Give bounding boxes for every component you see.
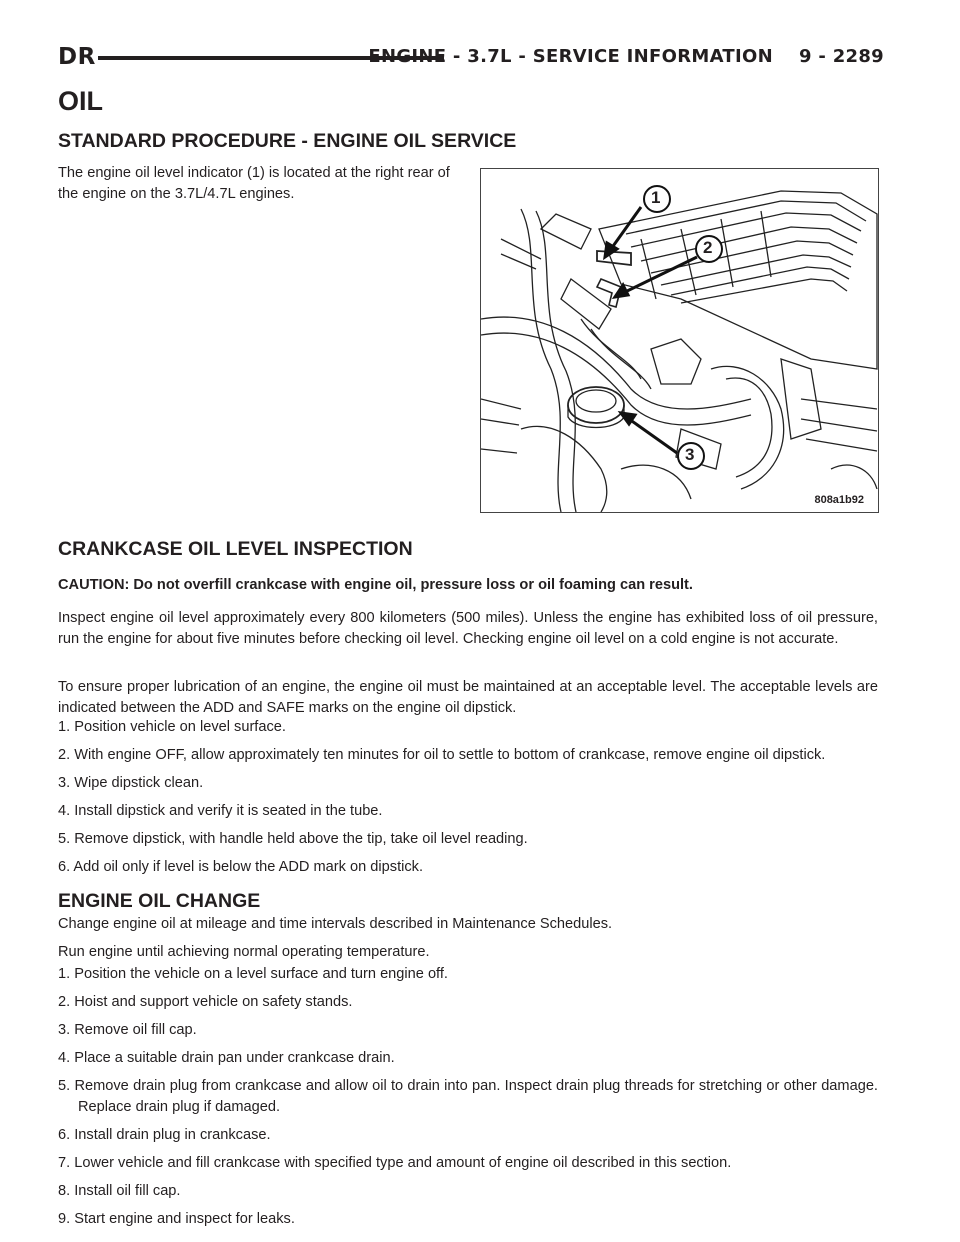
list-item: 1. Position the vehicle on a level surface and turn engine off. — [58, 966, 448, 982]
list-item: 5. Remove drain plug from crankcase and allow oil to drain into pan. Inspect drain plug threads for stretching or other damage. Replace drain plug if damaged. — [58, 1078, 878, 1115]
section-title: OIL — [58, 86, 103, 116]
list-item: 3. Wipe dipstick clean. — [58, 775, 204, 791]
list-item: 6. Add oil only if level is below the ADD mark on dipstick. — [58, 859, 424, 875]
engine-illustration — [480, 168, 879, 513]
header-title: ENGINE - 3.7L - SERVICE INFORMATION — [368, 46, 773, 67]
page-header — [58, 44, 884, 72]
figure-callouts — [481, 169, 878, 512]
list-item: 9. Start engine and inspect for leaks. — [58, 1211, 295, 1227]
list-item: 3. Remove oil fill cap. — [58, 1022, 197, 1038]
oil-change-para-1: Change engine oil at mileage and time intervals described in Maintenance Schedules. — [58, 916, 613, 932]
inspection-steps — [58, 717, 878, 885]
inspection-para-1: Inspect engine oil level approximately every 800 kilometers (500 miles). Unless the engine has exhibited loss of oil pressure, run the engine for about five minutes before checking oil level. Checking engine oil level on a cold engine is not accurate. — [58, 610, 878, 647]
list-item: 8. Install oil fill cap. — [58, 1183, 181, 1199]
header-right — [368, 46, 884, 67]
oil-change-para-2: Run engine until achieving normal operating temperature. — [58, 944, 430, 960]
procedure-title: STANDARD PROCEDURE - ENGINE OIL SERVICE — [58, 130, 517, 152]
inspection-para-2: To ensure proper lubrication of an engine, the engine oil must be maintained at an acceptable level. The acceptable levels are indicated between the ADD and SAFE marks on the engine oil dipstick. — [58, 679, 878, 716]
list-item: 2. Hoist and support vehicle on safety stands. — [58, 994, 353, 1010]
list-item: 6. Install drain plug in crankcase. — [58, 1127, 271, 1143]
callout-3: 3 — [685, 445, 695, 464]
list-item: 4. Install dipstick and verify it is seated in the tube. — [58, 803, 383, 819]
procedure-intro: The engine oil level indicator (1) is located at the right rear of the engine on the 3.7L/4.7L engines. — [58, 165, 450, 202]
figure-code: 808a1b92 — [814, 494, 864, 506]
list-item: 2. With engine OFF, allow approximately ten minutes for oil to settle to bottom of crankcase, remove engine oil dipstick. — [58, 747, 826, 763]
oil-change-title: ENGINE OIL CHANGE — [58, 890, 261, 912]
header-page-number: 9 - 2289 — [798, 46, 884, 67]
inspection-title: CRANKCASE OIL LEVEL INSPECTION — [58, 538, 413, 560]
list-item: 7. Lower vehicle and fill crankcase with specified type and amount of engine oil described in this section. — [58, 1155, 732, 1171]
header-model-code: DR — [58, 44, 96, 70]
list-item: 5. Remove dipstick, with handle held above the tip, take oil level reading. — [58, 831, 528, 847]
callout-1: 1 — [651, 188, 661, 207]
callout-2: 2 — [703, 238, 713, 257]
oil-change-steps — [58, 964, 878, 1237]
list-item: 1. Position vehicle on level surface. — [58, 719, 286, 735]
list-item: 4. Place a suitable drain pan under crankcase drain. — [58, 1050, 395, 1066]
caution-note: CAUTION: Do not overfill crankcase with engine oil, pressure loss or oil foaming can result. — [58, 577, 693, 593]
